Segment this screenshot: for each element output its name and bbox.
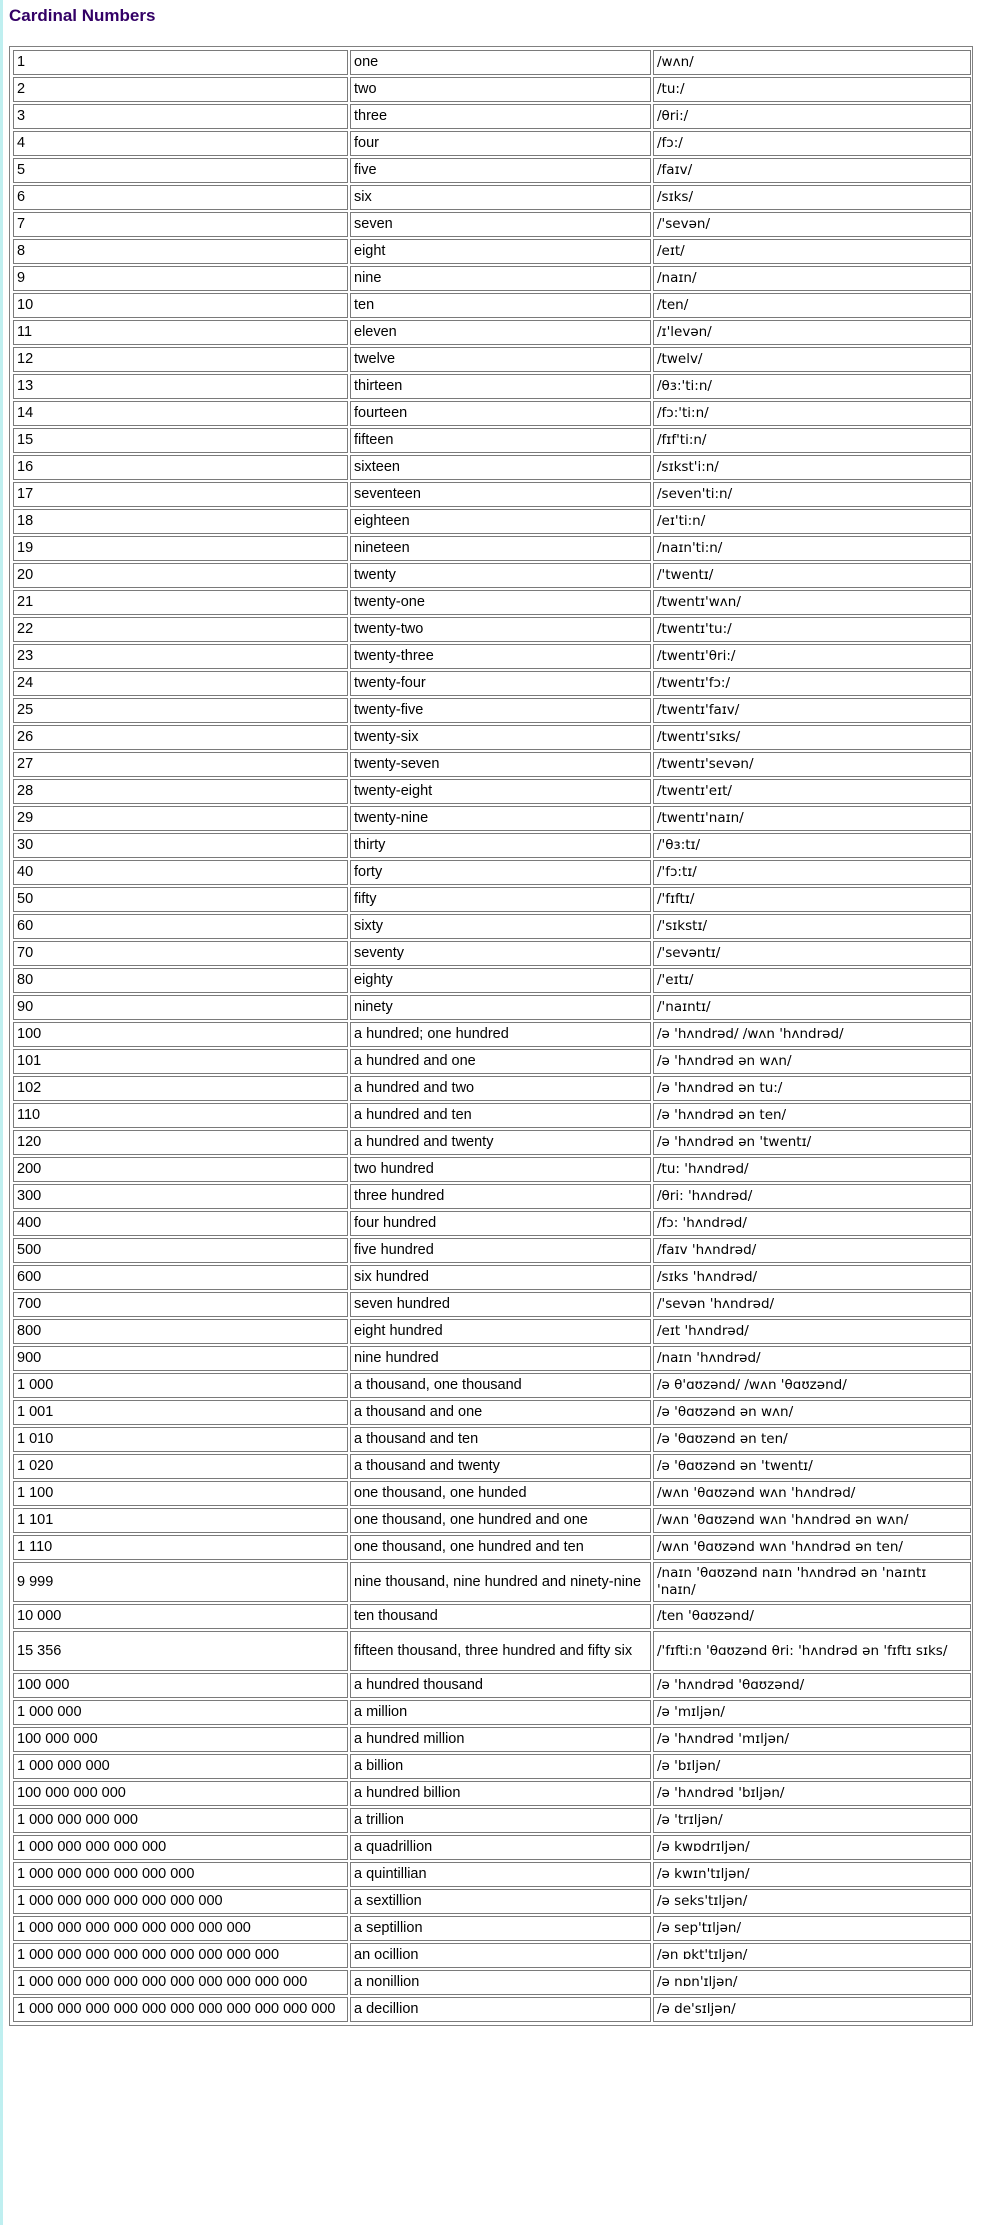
number-cell: 11 (13, 320, 348, 345)
word-cell: twenty-one (350, 590, 651, 615)
word-cell: seven (350, 212, 651, 237)
pronunciation-cell: /ə sep'tɪljən/ (653, 1916, 971, 1941)
table-row (13, 185, 971, 210)
word-cell: ninety (350, 995, 651, 1020)
word-cell: three hundred (350, 1184, 651, 1209)
number-cell: 10 (13, 293, 348, 318)
number-cell: 7 (13, 212, 348, 237)
pronunciation-cell: /ə kwɪn'tɪljən/ (653, 1862, 971, 1887)
table-row (13, 1103, 971, 1128)
pronunciation-cell: /tu: 'hʌndrəd/ (653, 1157, 971, 1182)
table-row (13, 671, 971, 696)
pronunciation-cell: /sɪks 'hʌndrəd/ (653, 1265, 971, 1290)
number-cell: 1 110 (13, 1535, 348, 1560)
number-cell: 2 (13, 77, 348, 102)
number-cell: 101 (13, 1049, 348, 1074)
pronunciation-cell: /'sɪkstɪ/ (653, 914, 971, 939)
table-row (13, 1835, 971, 1860)
pronunciation-cell: /faɪv 'hʌndrəd/ (653, 1238, 971, 1263)
word-cell: three (350, 104, 651, 129)
number-cell: 1 000 000 000 000 000 000 000 000 000 000 (13, 1970, 348, 1995)
number-cell: 70 (13, 941, 348, 966)
pronunciation-cell: /twentɪ'wʌn/ (653, 590, 971, 615)
number-cell: 28 (13, 779, 348, 804)
pronunciation-cell: /θri: 'hʌndrəd/ (653, 1184, 971, 1209)
pronunciation-cell: /sɪkst'i:n/ (653, 455, 971, 480)
number-cell: 12 (13, 347, 348, 372)
number-cell: 21 (13, 590, 348, 615)
number-cell: 1 (13, 50, 348, 75)
table-row (13, 509, 971, 534)
table-row (13, 941, 971, 966)
pronunciation-cell: /ə 'hʌndrəd 'bɪljən/ (653, 1781, 971, 1806)
pronunciation-cell: /naɪn 'hʌndrəd/ (653, 1346, 971, 1371)
word-cell: a thousand, one thousand (350, 1373, 651, 1398)
pronunciation-cell: /faɪv/ (653, 158, 971, 183)
pronunciation-cell: /ə 'hʌndrəd ən ten/ (653, 1103, 971, 1128)
pronunciation-cell: /ɪ'levən/ (653, 320, 971, 345)
pronunciation-cell: /ən ɒkt'tɪljən/ (653, 1943, 971, 1968)
number-cell: 1 000 000 000 000 000 000 000 000 (13, 1916, 348, 1941)
pronunciation-cell: /fɔ:/ (653, 131, 971, 156)
page-title: Cardinal Numbers (9, 6, 156, 25)
word-cell: twenty-five (350, 698, 651, 723)
number-cell: 500 (13, 1238, 348, 1263)
word-cell: nine thousand, nine hundred and ninety-nine (350, 1562, 651, 1602)
word-cell: one thousand, one hundred and ten (350, 1535, 651, 1560)
word-cell: twenty (350, 563, 651, 588)
table-row (13, 1781, 971, 1806)
pronunciation-cell: /twentɪ'eɪt/ (653, 779, 971, 804)
table-row (13, 1130, 971, 1155)
word-cell: twelve (350, 347, 651, 372)
pronunciation-cell: /twentɪ'tu:/ (653, 617, 971, 642)
number-cell: 4 (13, 131, 348, 156)
number-cell: 40 (13, 860, 348, 885)
table-row (13, 563, 971, 588)
number-cell: 26 (13, 725, 348, 750)
number-cell: 120 (13, 1130, 348, 1155)
number-cell: 1 020 (13, 1454, 348, 1479)
number-cell: 9 (13, 266, 348, 291)
table-row (13, 104, 971, 129)
pronunciation-cell: /eɪ'ti:n/ (653, 509, 971, 534)
number-cell: 102 (13, 1076, 348, 1101)
number-cell: 90 (13, 995, 348, 1020)
number-cell: 29 (13, 806, 348, 831)
table-row (13, 1604, 971, 1629)
table-row (13, 1508, 971, 1533)
word-cell: a decillion (350, 1997, 651, 2022)
pronunciation-cell: /ə 'θɑʊzənd ən wʌn/ (653, 1400, 971, 1425)
table-row (13, 1535, 971, 1560)
pronunciation-cell: /'naɪntɪ/ (653, 995, 971, 1020)
number-cell: 400 (13, 1211, 348, 1236)
pronunciation-cell: /twentɪ'naɪn/ (653, 806, 971, 831)
word-cell: four (350, 131, 651, 156)
table-row (13, 239, 971, 264)
table-row (13, 833, 971, 858)
word-cell: twenty-two (350, 617, 651, 642)
pronunciation-cell: /ten/ (653, 293, 971, 318)
number-cell: 14 (13, 401, 348, 426)
number-cell: 1 000 (13, 1373, 348, 1398)
number-cell: 200 (13, 1157, 348, 1182)
number-cell: 18 (13, 509, 348, 534)
word-cell: an ocillion (350, 1943, 651, 1968)
table-row (13, 1808, 971, 1833)
number-cell: 15 356 (13, 1631, 348, 1671)
table-row (13, 1970, 971, 1995)
pronunciation-cell: /wʌn 'θɑʊzənd wʌn 'hʌndrəd ən wʌn/ (653, 1508, 971, 1533)
table-row (13, 1076, 971, 1101)
word-cell: two (350, 77, 651, 102)
number-cell: 700 (13, 1292, 348, 1317)
number-cell: 100 000 (13, 1673, 348, 1698)
table-row (13, 401, 971, 426)
word-cell: a sextillion (350, 1889, 651, 1914)
number-cell: 1 000 000 (13, 1700, 348, 1725)
pronunciation-cell: /wʌn 'θɑʊzənd wʌn 'hʌndrəd/ (653, 1481, 971, 1506)
pronunciation-cell: /ə kwɒdrɪljən/ (653, 1835, 971, 1860)
word-cell: five (350, 158, 651, 183)
table-row (13, 968, 971, 993)
word-cell: twenty-six (350, 725, 651, 750)
table-row (13, 1373, 971, 1398)
word-cell: a hundred million (350, 1727, 651, 1752)
table-row (13, 1454, 971, 1479)
number-cell: 10 000 (13, 1604, 348, 1629)
pronunciation-cell: /twentɪ'θri:/ (653, 644, 971, 669)
pronunciation-cell: /ə 'mɪljən/ (653, 1700, 971, 1725)
word-cell: twenty-four (350, 671, 651, 696)
word-cell: twenty-three (350, 644, 651, 669)
page-edge-strip (0, 0, 3, 2225)
word-cell: six hundred (350, 1265, 651, 1290)
table-row (13, 374, 971, 399)
table-row (13, 752, 971, 777)
table-row (13, 131, 971, 156)
numbers-table (11, 48, 973, 2024)
number-cell: 300 (13, 1184, 348, 1209)
number-cell: 1 000 000 000 000 000 (13, 1835, 348, 1860)
pronunciation-cell: /'fɪfti:n 'θɑʊzənd θri: 'hʌndrəd ən 'fɪftɪ sɪks/ (653, 1631, 971, 1671)
pronunciation-cell: /naɪn 'θɑʊzənd naɪn 'hʌndrəd ən 'naɪntɪ 'naɪn/ (653, 1562, 971, 1602)
word-cell: a hundred billion (350, 1781, 651, 1806)
pronunciation-cell: /fɪf'ti:n/ (653, 428, 971, 453)
table-row (13, 455, 971, 480)
number-cell: 1 000 000 000 (13, 1754, 348, 1779)
word-cell: a million (350, 1700, 651, 1725)
number-cell: 100 000 000 (13, 1727, 348, 1752)
table-row (13, 428, 971, 453)
pronunciation-cell: /'fɔ:tɪ/ (653, 860, 971, 885)
table-row (13, 293, 971, 318)
table-row (13, 1400, 971, 1425)
table-row (13, 1022, 971, 1047)
table-row (13, 860, 971, 885)
word-cell: fifteen thousand, three hundred and fifty six (350, 1631, 651, 1671)
word-cell: six (350, 185, 651, 210)
pronunciation-cell: /θɜ:'ti:n/ (653, 374, 971, 399)
pronunciation-cell: /ten 'θɑʊzənd/ (653, 1604, 971, 1629)
table-row (13, 1346, 971, 1371)
table-row (13, 1700, 971, 1725)
number-cell: 1 000 000 000 000 (13, 1808, 348, 1833)
table-row (13, 725, 971, 750)
word-cell: a hundred and ten (350, 1103, 651, 1128)
number-cell: 19 (13, 536, 348, 561)
word-cell: a hundred thousand (350, 1673, 651, 1698)
table-row (13, 1211, 971, 1236)
table-row (13, 914, 971, 939)
number-cell: 27 (13, 752, 348, 777)
pronunciation-cell: /ə 'hʌndrəd/ /wʌn 'hʌndrəd/ (653, 1022, 971, 1047)
word-cell: fourteen (350, 401, 651, 426)
word-cell: seventy (350, 941, 651, 966)
word-cell: nineteen (350, 536, 651, 561)
pronunciation-cell: /ə 'hʌndrəd ən 'twentɪ/ (653, 1130, 971, 1155)
pronunciation-cell: /ə 'bɪljən/ (653, 1754, 971, 1779)
number-cell: 5 (13, 158, 348, 183)
word-cell: sixteen (350, 455, 651, 480)
pronunciation-cell: /wʌn 'θɑʊzənd wʌn 'hʌndrəd ən ten/ (653, 1535, 971, 1560)
number-cell: 22 (13, 617, 348, 642)
word-cell: one (350, 50, 651, 75)
table-row (13, 1157, 971, 1182)
table-row (13, 698, 971, 723)
table-row (13, 1862, 971, 1887)
pronunciation-cell: /eɪt 'hʌndrəd/ (653, 1319, 971, 1344)
pronunciation-cell: /ə 'hʌndrəd 'mɪljən/ (653, 1727, 971, 1752)
number-cell: 50 (13, 887, 348, 912)
word-cell: a hundred and twenty (350, 1130, 651, 1155)
word-cell: fifteen (350, 428, 651, 453)
number-cell: 15 (13, 428, 348, 453)
table-row (13, 1319, 971, 1344)
number-cell: 1 010 (13, 1427, 348, 1452)
number-cell: 1 000 000 000 000 000 000 000 (13, 1889, 348, 1914)
pronunciation-cell: /'sevən/ (653, 212, 971, 237)
word-cell: eleven (350, 320, 651, 345)
table-row (13, 1049, 971, 1074)
pronunciation-cell: /ə de'sɪljən/ (653, 1997, 971, 2022)
number-cell: 110 (13, 1103, 348, 1128)
table-row (13, 1631, 971, 1671)
pronunciation-cell: /ə 'θɑʊzənd ən ten/ (653, 1427, 971, 1452)
number-cell: 8 (13, 239, 348, 264)
table-row (13, 1997, 971, 2022)
number-cell: 20 (13, 563, 348, 588)
word-cell: seven hundred (350, 1292, 651, 1317)
pronunciation-cell: /wʌn/ (653, 50, 971, 75)
table-row (13, 617, 971, 642)
number-cell: 9 999 (13, 1562, 348, 1602)
table-row (13, 1238, 971, 1263)
pronunciation-cell: /naɪn'ti:n/ (653, 536, 971, 561)
number-cell: 24 (13, 671, 348, 696)
number-cell: 1 101 (13, 1508, 348, 1533)
number-cell: 1 100 (13, 1481, 348, 1506)
table-row (13, 1943, 971, 1968)
word-cell: forty (350, 860, 651, 885)
pronunciation-cell: /ə nɒn'ɪljən/ (653, 1970, 971, 1995)
table-row (13, 995, 971, 1020)
pronunciation-cell: /'eɪtɪ/ (653, 968, 971, 993)
pronunciation-cell: /eɪt/ (653, 239, 971, 264)
pronunciation-cell: /twentɪ'fɔ:/ (653, 671, 971, 696)
word-cell: a septillion (350, 1916, 651, 1941)
pronunciation-cell: /sɪks/ (653, 185, 971, 210)
word-cell: a nonillion (350, 1970, 651, 1995)
table-row (13, 1481, 971, 1506)
number-cell: 1 001 (13, 1400, 348, 1425)
pronunciation-cell: /ə 'trɪljən/ (653, 1808, 971, 1833)
word-cell: a thousand and ten (350, 1427, 651, 1452)
word-cell: eight (350, 239, 651, 264)
table-row (13, 1916, 971, 1941)
table-row (13, 212, 971, 237)
number-cell: 13 (13, 374, 348, 399)
pronunciation-cell: /ə 'hʌndrəd ən wʌn/ (653, 1049, 971, 1074)
table-row (13, 590, 971, 615)
pronunciation-cell: /twentɪ'sevən/ (653, 752, 971, 777)
number-cell: 800 (13, 1319, 348, 1344)
number-cell: 6 (13, 185, 348, 210)
table-row (13, 1889, 971, 1914)
table-body (13, 50, 971, 2022)
pronunciation-cell: /tu:/ (653, 77, 971, 102)
word-cell: a quadrillion (350, 1835, 651, 1860)
word-cell: five hundred (350, 1238, 651, 1263)
pronunciation-cell: /twentɪ'sɪks/ (653, 725, 971, 750)
pronunciation-cell: /twentɪ'faɪv/ (653, 698, 971, 723)
number-cell: 17 (13, 482, 348, 507)
table-row (13, 77, 971, 102)
number-cell: 1 000 000 000 000 000 000 000 000 000 000 000 (13, 1997, 348, 2022)
number-cell: 80 (13, 968, 348, 993)
table-row (13, 1265, 971, 1290)
cardinal-numbers-table (9, 46, 973, 2026)
table-row (13, 320, 971, 345)
pronunciation-cell: /naɪn/ (653, 266, 971, 291)
table-row (13, 806, 971, 831)
table-row (13, 1427, 971, 1452)
word-cell: a quintillian (350, 1862, 651, 1887)
word-cell: a hundred; one hundred (350, 1022, 651, 1047)
pronunciation-cell: /twelv/ (653, 347, 971, 372)
word-cell: sixty (350, 914, 651, 939)
number-cell: 3 (13, 104, 348, 129)
pronunciation-cell: /ə 'hʌndrəd 'θɑʊzənd/ (653, 1673, 971, 1698)
number-cell: 16 (13, 455, 348, 480)
pronunciation-cell: /ə seks'tɪljən/ (653, 1889, 971, 1914)
word-cell: fifty (350, 887, 651, 912)
table-row (13, 536, 971, 561)
word-cell: a thousand and one (350, 1400, 651, 1425)
word-cell: one thousand, one hunded (350, 1481, 651, 1506)
pronunciation-cell: /ə 'θɑʊzənd ən 'twentɪ/ (653, 1454, 971, 1479)
table-row (13, 1673, 971, 1698)
word-cell: a trillion (350, 1808, 651, 1833)
table-row (13, 347, 971, 372)
table-row (13, 779, 971, 804)
table-row (13, 1754, 971, 1779)
word-cell: eight hundred (350, 1319, 651, 1344)
word-cell: twenty-seven (350, 752, 651, 777)
word-cell: two hundred (350, 1157, 651, 1182)
number-cell: 100 000 000 000 (13, 1781, 348, 1806)
pronunciation-cell: /'twentɪ/ (653, 563, 971, 588)
table-row (13, 1184, 971, 1209)
number-cell: 60 (13, 914, 348, 939)
table-row (13, 644, 971, 669)
table-row (13, 887, 971, 912)
table-row (13, 1292, 971, 1317)
number-cell: 900 (13, 1346, 348, 1371)
number-cell: 600 (13, 1265, 348, 1290)
word-cell: a thousand and twenty (350, 1454, 651, 1479)
word-cell: seventeen (350, 482, 651, 507)
word-cell: thirteen (350, 374, 651, 399)
word-cell: eighteen (350, 509, 651, 534)
pronunciation-cell: /'θɜ:tɪ/ (653, 833, 971, 858)
word-cell: nine hundred (350, 1346, 651, 1371)
word-cell: twenty-nine (350, 806, 651, 831)
number-cell: 1 000 000 000 000 000 000 000 000 000 (13, 1943, 348, 1968)
pronunciation-cell: /seven'ti:n/ (653, 482, 971, 507)
word-cell: a billion (350, 1754, 651, 1779)
table-row (13, 1562, 971, 1602)
pronunciation-cell: /'sevən 'hʌndrəd/ (653, 1292, 971, 1317)
table-row (13, 266, 971, 291)
number-cell: 30 (13, 833, 348, 858)
pronunciation-cell: /ə 'hʌndrəd ən tu:/ (653, 1076, 971, 1101)
number-cell: 100 (13, 1022, 348, 1047)
word-cell: four hundred (350, 1211, 651, 1236)
word-cell: ten thousand (350, 1604, 651, 1629)
number-cell: 1 000 000 000 000 000 000 (13, 1862, 348, 1887)
table-row (13, 50, 971, 75)
number-cell: 25 (13, 698, 348, 723)
pronunciation-cell: /'sevəntɪ/ (653, 941, 971, 966)
number-cell: 23 (13, 644, 348, 669)
word-cell: twenty-eight (350, 779, 651, 804)
table-row (13, 158, 971, 183)
pronunciation-cell: /fɔ: 'hʌndrəd/ (653, 1211, 971, 1236)
word-cell: a hundred and two (350, 1076, 651, 1101)
word-cell: thirty (350, 833, 651, 858)
word-cell: a hundred and one (350, 1049, 651, 1074)
pronunciation-cell: /fɔ:'ti:n/ (653, 401, 971, 426)
word-cell: eighty (350, 968, 651, 993)
pronunciation-cell: /θri:/ (653, 104, 971, 129)
table-row (13, 1727, 971, 1752)
word-cell: nine (350, 266, 651, 291)
word-cell: one thousand, one hundred and one (350, 1508, 651, 1533)
pronunciation-cell: /'fɪftɪ/ (653, 887, 971, 912)
table-row (13, 482, 971, 507)
word-cell: ten (350, 293, 651, 318)
pronunciation-cell: /ə θ'ɑʊzənd/ /wʌn 'θɑʊzənd/ (653, 1373, 971, 1398)
